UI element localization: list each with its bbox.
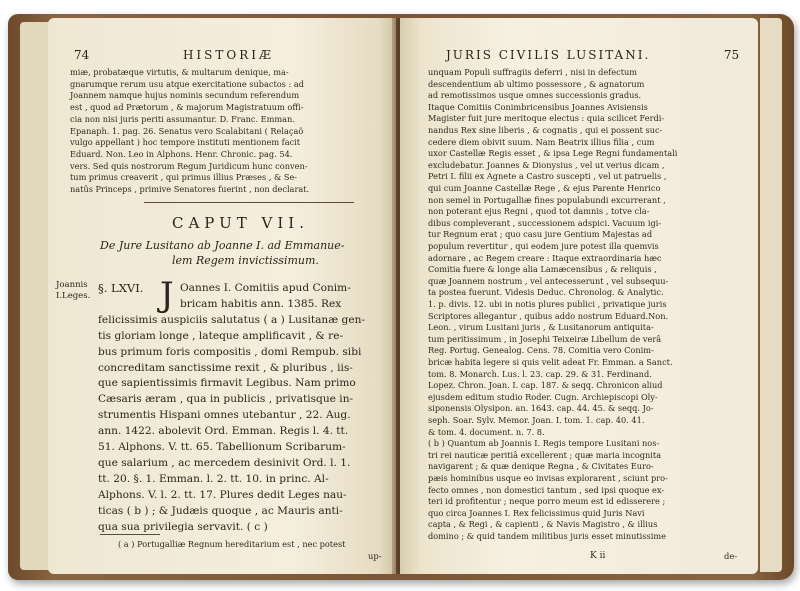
text-line: que salarium , ac mercedem desinivit Ord. l. 1. xyxy=(98,456,351,469)
text-line: ta postea fuerunt. Videsis Deduc. Chronolog. & Analytic. xyxy=(428,287,664,298)
text-line: tum primus creaverit , qui primus illius Præses , & Se- xyxy=(70,172,298,183)
text-line: capta , & Regi , & capienti , & Navis Magistro , & illius xyxy=(428,519,658,530)
margin-note xyxy=(56,280,90,302)
text-line: navigarent ; & quæ denique Regna , & Civitates Euro- xyxy=(428,461,654,472)
text-line: Oannes I. Comitiis apud Conim- xyxy=(180,282,351,294)
text-line: tis gloriam longe , lateque amplificavit , & re- xyxy=(98,329,344,342)
text-line: Reg. Portug. Genealog. Cens. 78. Comitia vero Conim- xyxy=(428,345,654,356)
text-line: unquam Populi suffragiis deferri , nisi in defectum xyxy=(428,67,638,77)
text-line: quo circa Joannes I. Rex felicissimus quid Juris Navi xyxy=(428,507,645,518)
text-line: 51. Alphons. V. tt. 65. Tabellionum Scribarum- xyxy=(98,441,346,453)
text-line: Eduard. Non. Leo in Alphons. Henr. Chronic. pag. 54. xyxy=(70,148,293,159)
margin-note-line-1: Joannis xyxy=(56,280,88,290)
text-line: nandus Rex sine liberis , & cognatis , qui ei possent suc- xyxy=(428,125,663,135)
text-line: adornare , ac Regem creare : Itaque extraordinaria hæc xyxy=(428,252,662,263)
text-line: miæ, probatæque virtutis, & multarum denique, ma- xyxy=(70,67,289,77)
text-line: concreditam sanctissime rexit , & pluribus , iis- xyxy=(98,361,353,374)
text-line: excludebatur. Joannes & Dionysius , vel ut verius dicam , xyxy=(428,159,665,170)
chapter-subtitle-line-1: De Jure Lusitano ab Joanne I. ad Emmanue- xyxy=(100,239,345,252)
section-label: §. LXVI. xyxy=(98,281,144,295)
drop-cap: J xyxy=(160,275,174,315)
text-line: que sapientissimis firmavit Legibus. Nam primo xyxy=(98,377,356,390)
text-line: siponensis Olysipon. an. 1643. cap. 44. 45. & seqq. Jo- xyxy=(428,403,654,414)
text-line: est , quod ad Prætorum , & majorum Magistratuum offi- xyxy=(70,102,304,113)
footnote-rule xyxy=(100,534,160,535)
text-line: descendentium ab ultimo possessore , & agnatorum xyxy=(428,78,645,89)
left-running-title: HISTORIÆ xyxy=(182,48,274,62)
text-line: Epanaph. 1. pag. 26. Senatus vero Scalabitani ( Relaçaõ xyxy=(70,125,304,136)
text-line: vulgo appellant ) hoc tempore instituti mentionem facit xyxy=(70,137,301,148)
text-line: 1. p. divis. 12. ubi in notis plures publici , privatique juris xyxy=(428,299,667,309)
text-line: bricam habitis ann. 1385. Rex xyxy=(180,297,342,310)
text-line: Joannem namque hujus nominis secundum referendum xyxy=(70,90,300,101)
text-line: tt. 20. §. 1. Emman. l. 2. tt. 10. in princ. Al- xyxy=(98,472,329,485)
right-page xyxy=(400,18,758,574)
text-line: non semel in Portugalliæ fines populabundi excurrerant , xyxy=(428,194,666,205)
text-line: & tom. 4. document. n. 7. 8. xyxy=(428,426,545,437)
chapter-title: CAPUT VII. xyxy=(172,214,310,232)
text-line: tom. 8. Monarch. Lus. l. 23. cap. 29. & 31. Ferdinand. xyxy=(428,368,652,379)
text-line: tur Regnum erat ; quo casu jure Gentium Majestas ad xyxy=(428,229,653,240)
text-line: ticas ( b ) ; & Judæis quoque , ac Mauris anti- xyxy=(98,504,343,517)
text-line: Itaque Comitiis Conimbricensibus Joannes Avisiensis xyxy=(428,101,648,112)
text-line: gnarumque rerum usu atque exercitatione subactos : ad xyxy=(70,78,304,89)
signature-mark: K ii xyxy=(590,551,606,561)
text-line: vers. Sed quis nostrorum Regum Juridicum hunc conven- xyxy=(70,160,308,171)
text-line: Cæsaris æram , qua in publicis , privatisque in- xyxy=(98,393,354,406)
text-line: bricæ habita legere si quis velit adeat Fr. Emman. a Sanct. xyxy=(428,357,673,367)
text-line: ann. 1422. abolevit Ord. Emman. Regis l. 4. tt. xyxy=(98,425,349,438)
text-line: ( b ) Quantum ab Joannis I. Regis tempore Lusitani nos- xyxy=(428,438,660,449)
text-line: quæ Joannem nostrum , vel antecesserunt , vel subsequu- xyxy=(428,275,669,286)
left-page-number: 74 xyxy=(74,48,90,62)
chapter-rule xyxy=(144,202,354,203)
text-line: qui cum Joanne Castellæ Rege , & ejus Parente Henrico xyxy=(428,183,661,193)
text-line: Petri I. filii ex Agnete a Castro suscepti , vel ut patruelis , xyxy=(428,171,667,182)
text-line: Comitia fuere & longe alia Lamæcensibus , & reliquis , xyxy=(428,264,657,275)
right-page-edges xyxy=(760,18,782,572)
right-running-title: JURIS CIVILIS LUSITANI. xyxy=(446,48,651,62)
text-line: tri rei nauticæ peritiâ excellerent ; quæ maria incognita xyxy=(428,449,662,460)
open-book xyxy=(8,8,794,580)
text-line: ad remotissimos usque omnes successionis gradus. xyxy=(428,90,642,101)
text-line: bus primum foris compositis , domi Rempub. sibi xyxy=(98,345,362,358)
text-line: non poterant ejus Regni , quod tot damnis , totve cla- xyxy=(428,206,650,217)
text-line: fecto omnes , non domestici tantum , sed ipsi quoque ex- xyxy=(428,484,665,495)
text-line: qua sua privilegia servavit. ( c ) xyxy=(98,520,268,533)
text-line: pæis hominibus usque eo invisas explorarent , sciunt pro- xyxy=(428,473,668,483)
text-line: cedere diem obivit suum. Nam Beatrix illius filia , cum xyxy=(428,136,655,147)
right-catchword: de- xyxy=(724,551,738,561)
left-catchword: up- xyxy=(368,551,382,561)
text-line: dibus compleverant , successionem adspici. Vacuum igi- xyxy=(428,217,662,228)
text-line: domino ; & quid tandem militibus juris esset minutissime xyxy=(428,531,666,541)
text-line: Magister fuit jure meritoque electus : quia scilicet Ferdi- xyxy=(428,113,665,124)
text-line: ejusdem editum studio Roder. Cugn. Archiepiscopi Oly- xyxy=(428,391,658,402)
text-line: strumentis Hispani omnes utebantur , 22. Aug. xyxy=(98,409,351,422)
text-line: Lopez. Chron. Joan. I. cap. 187. & seqq. Chronicon aliud xyxy=(428,380,663,391)
text-line: natûs Princeps , primive Senatores fuerint , non declarat. xyxy=(70,184,310,194)
text-line: tum peritissimum , in Josephi Teixeiræ Libellum de verâ xyxy=(428,333,662,344)
text-line: populum revertitur , qui eodem jure potest illa quemvis xyxy=(428,241,659,251)
right-running-head xyxy=(446,48,739,62)
left-running-head xyxy=(74,48,274,62)
text-line: Leon. , virum Lusitani juris , & Lusitanorum antiquita- xyxy=(428,322,654,333)
text-line: cia non nisi juris periti assumantur. D. Franc. Emman. xyxy=(70,113,295,124)
right-page-number: 75 xyxy=(723,48,740,62)
text-line: felicissimis auspiciis salutatus ( a ) Lusitanæ gen- xyxy=(98,313,366,326)
text-line: Scriptores allegantur , quibus addo nostrum Eduard.Non. xyxy=(428,310,669,321)
margin-note-line-2: I.Leges. xyxy=(56,291,91,301)
text-line: Alphons. V. l. 2. tt. 17. Plures dedit Leges nau- xyxy=(98,488,347,501)
left-page xyxy=(48,18,396,574)
text-line: teri id profitentur ; neque porro meum est id edisserere ; xyxy=(428,496,666,507)
left-footnote: ( a ) Portugalliæ Regnum hereditarium est , nec potest xyxy=(118,539,346,549)
left-page-edges xyxy=(20,22,50,570)
chapter-subtitle-line-2: lem Regem invictissimum. xyxy=(172,254,319,267)
text-line: uxor Castellæ Regis esset , & ipsa Lege Regni fundamentali xyxy=(428,148,678,159)
text-line: seph. Soar. Sylv. Memor. Joan. I. tom. 1. cap. 40. 41. xyxy=(428,415,645,425)
